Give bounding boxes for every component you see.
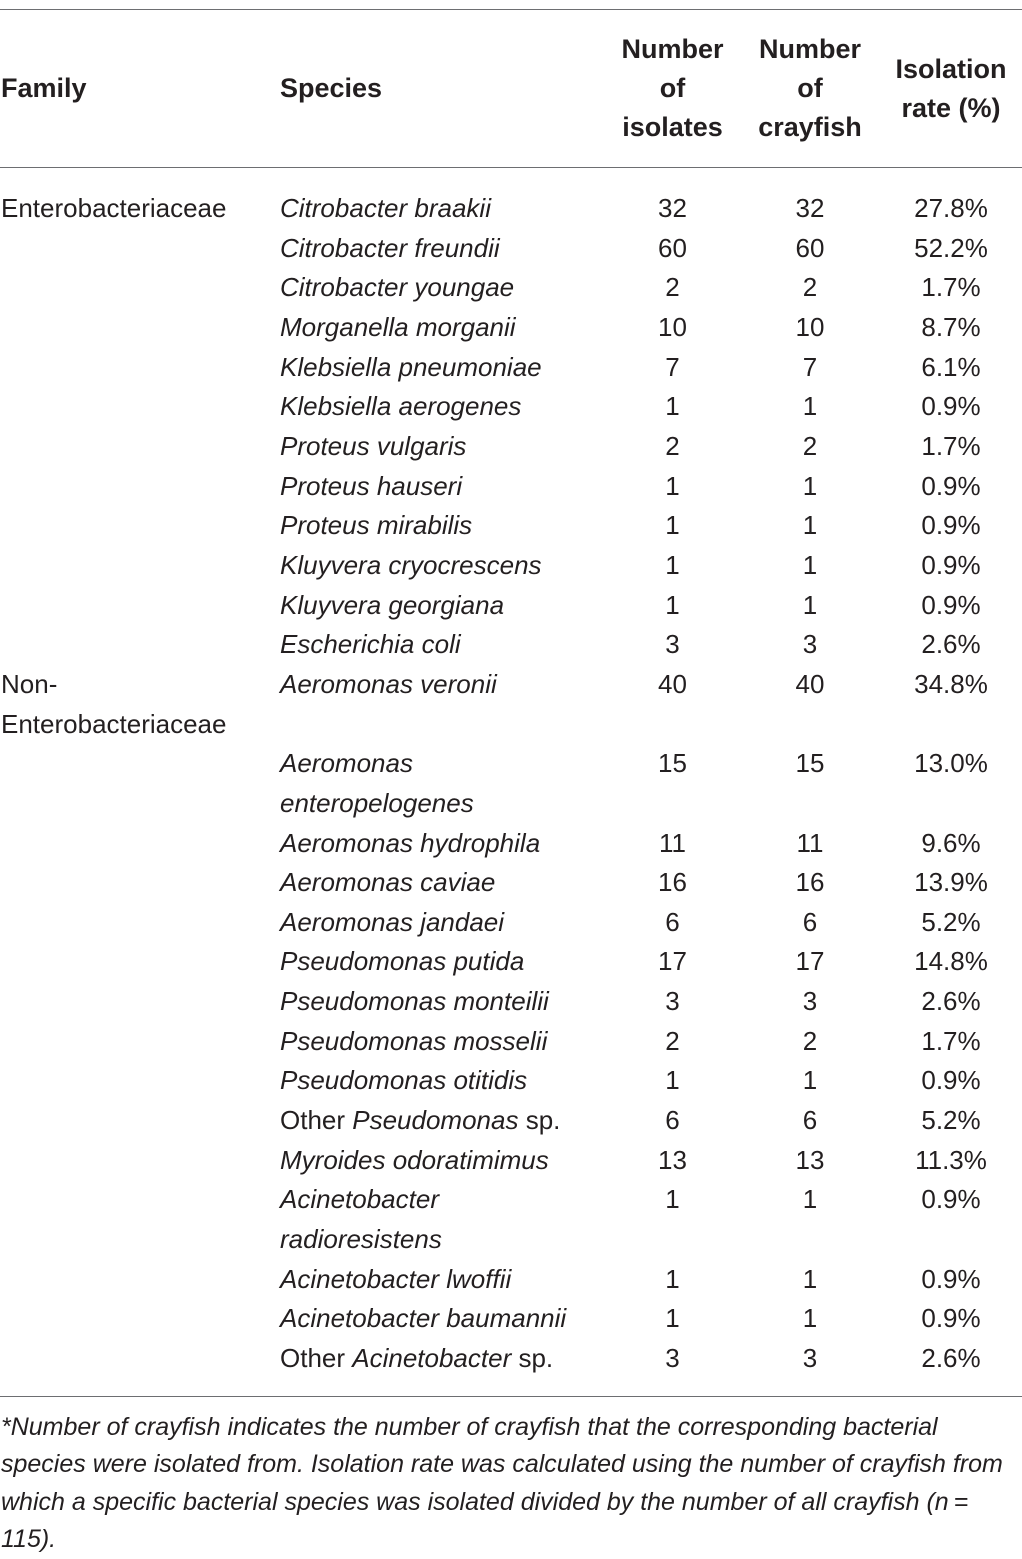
table-row — [0, 942, 1022, 982]
species-name: Citrobacter freundii — [280, 232, 500, 263]
cell-number-of-isolates: 13 — [658, 1144, 687, 1175]
cell-number-of-crayfish: 40 — [795, 668, 825, 699]
cell-isolation-rate: 11.3% — [915, 1144, 987, 1175]
cell-species — [280, 586, 605, 626]
cell-family — [0, 903, 280, 943]
cell-family — [0, 1061, 280, 1101]
cell-isolation-rate: 0.9% — [921, 470, 981, 501]
species-name: Aeromonas enteropelogenes — [280, 748, 474, 818]
cell-number-of-crayfish: 2 — [802, 430, 818, 461]
cell-number-of-crayfish: 13 — [795, 1144, 825, 1175]
species-name: Kluyvera cryocrescens — [280, 549, 542, 580]
table-row — [0, 824, 1022, 864]
cell-number-of-isolates: 2 — [665, 1025, 680, 1056]
cell-number-of-crayfish: 15 — [795, 748, 825, 779]
species-name: Proteus hauseri — [280, 470, 463, 501]
table-row — [0, 268, 1022, 308]
species-name: Pseudomonas monteilii — [280, 986, 549, 1017]
table-row — [0, 665, 1022, 744]
table-header — [0, 10, 1022, 167]
cell-species — [280, 625, 605, 665]
species-suffix: sp. — [511, 1343, 554, 1374]
cell-isolation-rate: 0.9% — [921, 1184, 981, 1215]
species-table — [0, 9, 1022, 1559]
cell-species — [280, 824, 605, 864]
table-footnote: *Number of crayfish indicates the number of crayfish that the corresponding bacterial species were isolated from. Isolation rate was calculated using the number of crayfish from which a specific bacterial species was isolated divided by the number of all crayfish (n = 115). — [1, 1412, 1003, 1554]
species-name: Acinetobacter — [352, 1343, 512, 1374]
cell-family — [0, 467, 280, 507]
cell-number-of-crayfish: 2 — [802, 1025, 818, 1056]
cell-number-of-isolates: 1 — [665, 1184, 680, 1215]
cell-family — [0, 1101, 280, 1141]
cell-number-of-isolates: 6 — [665, 906, 680, 937]
cell-family — [0, 268, 280, 308]
cell-isolation-rate: 6.1% — [921, 351, 981, 382]
cell-number-of-isolates: 3 — [665, 986, 680, 1017]
species-name: Aeromonas jandaei — [280, 906, 505, 937]
table-row — [0, 189, 1022, 229]
cell-isolation-rate: 0.9% — [921, 589, 981, 620]
cell-family — [0, 863, 280, 903]
species-name: Aeromonas hydrophila — [280, 827, 541, 858]
cell-family: Non- Enterobacteriaceae — [1, 668, 227, 739]
table-row — [0, 586, 1022, 626]
table-row — [0, 387, 1022, 427]
header-species: Species — [280, 73, 383, 103]
species-suffix: sp. — [518, 1105, 561, 1136]
cell-family — [0, 1339, 280, 1379]
cell-species — [280, 1061, 605, 1101]
cell-isolation-rate: 1.7% — [921, 430, 981, 461]
species-name: Aeromonas caviae — [280, 867, 496, 898]
cell-number-of-isolates: 2 — [665, 430, 680, 461]
cell-number-of-isolates: 10 — [658, 311, 687, 342]
species-name: Aeromonas veronii — [280, 668, 497, 699]
cell-number-of-crayfish: 60 — [795, 232, 825, 263]
cell-family — [0, 982, 280, 1022]
table-row — [0, 625, 1022, 665]
cell-number-of-isolates: 7 — [665, 351, 680, 382]
table-row — [0, 1339, 1022, 1379]
cell-family — [0, 625, 280, 665]
cell-family: Enterobacteriaceae — [1, 193, 227, 223]
header-family: Family — [1, 73, 87, 103]
cell-number-of-isolates: 1 — [665, 549, 680, 580]
table-row — [0, 506, 1022, 546]
cell-family — [0, 427, 280, 467]
cell-family — [0, 348, 280, 388]
cell-isolation-rate: 5.2% — [921, 906, 981, 937]
table-row — [0, 229, 1022, 269]
cell-number-of-crayfish: 3 — [802, 1343, 818, 1374]
cell-number-of-isolates: 32 — [658, 193, 687, 223]
cell-number-of-crayfish: 1 — [802, 1303, 818, 1334]
cell-family — [0, 229, 280, 269]
table-row — [0, 1141, 1022, 1181]
cell-isolation-rate: 5.2% — [921, 1105, 981, 1136]
cell-species — [280, 546, 605, 586]
header-number-of-crayfish: Number of crayfish — [758, 34, 862, 142]
cell-number-of-crayfish: 6 — [802, 906, 818, 937]
cell-species — [280, 903, 605, 943]
cell-family — [0, 506, 280, 546]
cell-species — [280, 1141, 605, 1181]
cell-isolation-rate: 0.9% — [921, 391, 981, 422]
cell-species — [280, 268, 605, 308]
cell-isolation-rate: 14.8% — [914, 946, 988, 977]
header-number-of-isolates: Number of isolates — [621, 34, 724, 142]
table-row — [0, 427, 1022, 467]
cell-number-of-crayfish: 1 — [802, 549, 818, 580]
cell-species — [280, 189, 605, 229]
cell-isolation-rate: 0.9% — [921, 1065, 981, 1096]
cell-isolation-rate: 34.8% — [914, 668, 988, 699]
cell-family — [0, 824, 280, 864]
cell-family — [0, 586, 280, 626]
cell-number-of-isolates: 3 — [665, 1343, 680, 1374]
table-row — [0, 863, 1022, 903]
cell-number-of-crayfish: 10 — [795, 311, 825, 342]
table-row — [0, 308, 1022, 348]
cell-species — [280, 1339, 605, 1379]
cell-species — [280, 467, 605, 507]
table-row — [0, 1180, 1022, 1259]
species-name: Acinetobacter baumannii — [280, 1303, 567, 1334]
cell-species — [280, 665, 605, 744]
cell-number-of-crayfish: 17 — [795, 946, 825, 977]
cell-family — [0, 546, 280, 586]
cell-species — [280, 1180, 605, 1259]
cell-species — [280, 1260, 605, 1300]
cell-number-of-isolates: 2 — [665, 272, 680, 303]
cell-species — [280, 744, 605, 823]
table-row — [0, 348, 1022, 388]
cell-number-of-crayfish: 1 — [802, 1065, 818, 1096]
cell-number-of-crayfish: 1 — [802, 470, 818, 501]
cell-isolation-rate: 9.6% — [921, 827, 981, 858]
cell-number-of-crayfish: 11 — [796, 827, 824, 858]
species-name: Kluyvera georgiana — [280, 589, 505, 620]
cell-isolation-rate: 52.2% — [914, 232, 988, 263]
cell-number-of-isolates: 60 — [658, 232, 687, 263]
cell-species — [280, 1022, 605, 1062]
cell-number-of-crayfish: 3 — [802, 629, 818, 660]
table-row — [0, 546, 1022, 586]
cell-number-of-crayfish: 3 — [802, 986, 818, 1017]
table-row — [0, 1022, 1022, 1062]
cell-isolation-rate: 1.7% — [921, 1025, 981, 1056]
table-row — [0, 982, 1022, 1022]
cell-species — [280, 427, 605, 467]
species-name: Acinetobacter lwoffii — [280, 1263, 512, 1294]
cell-species — [280, 506, 605, 546]
cell-number-of-isolates: 16 — [658, 867, 687, 898]
table-row — [0, 1260, 1022, 1300]
cell-isolation-rate: 8.7% — [921, 311, 981, 342]
species-name: Proteus mirabilis — [280, 510, 473, 541]
species-name: Proteus vulgaris — [280, 430, 467, 461]
cell-family — [0, 1141, 280, 1181]
cell-species — [280, 942, 605, 982]
cell-number-of-crayfish: 2 — [802, 272, 818, 303]
cell-isolation-rate: 0.9% — [921, 1303, 981, 1334]
cell-species — [280, 1101, 605, 1141]
table-row — [0, 744, 1022, 823]
cell-number-of-crayfish: 1 — [802, 1184, 818, 1215]
species-prefix: Other — [280, 1343, 353, 1374]
cell-family — [0, 308, 280, 348]
table-row — [0, 903, 1022, 943]
cell-species — [280, 863, 605, 903]
species-prefix: Other — [280, 1105, 353, 1136]
cell-number-of-crayfish: 32 — [795, 193, 825, 223]
cell-number-of-isolates: 1 — [665, 391, 680, 422]
species-name: Escherichia coli — [280, 629, 461, 660]
cell-family — [0, 1022, 280, 1062]
cell-number-of-isolates: 1 — [665, 589, 680, 620]
cell-number-of-isolates: 17 — [658, 946, 687, 977]
cell-number-of-crayfish: 6 — [802, 1105, 818, 1136]
species-name: Pseudomonas — [352, 1105, 519, 1136]
cell-family — [0, 942, 280, 982]
cell-isolation-rate: 0.9% — [921, 549, 981, 580]
cell-number-of-isolates: 11 — [659, 827, 686, 858]
species-name: Myroides odoratimimus — [280, 1144, 549, 1175]
cell-isolation-rate: 0.9% — [921, 510, 981, 541]
cell-species — [280, 387, 605, 427]
cell-isolation-rate: 1.7% — [921, 272, 981, 303]
species-name: Klebsiella aerogenes — [280, 391, 522, 422]
cell-isolation-rate: 0.9% — [921, 1263, 981, 1294]
cell-isolation-rate: 13.9% — [914, 867, 988, 898]
cell-number-of-crayfish: 16 — [795, 867, 825, 898]
table-row — [0, 1299, 1022, 1339]
table-row — [0, 467, 1022, 507]
cell-number-of-crayfish: 1 — [802, 391, 818, 422]
species-name: Citrobacter braakii — [280, 193, 491, 223]
species-name: Pseudomonas mosselii — [280, 1025, 548, 1056]
species-name: Pseudomonas putida — [280, 946, 525, 977]
species-name: Citrobacter youngae — [280, 272, 515, 303]
cell-number-of-isolates: 1 — [665, 1263, 680, 1294]
cell-number-of-isolates: 1 — [665, 510, 680, 541]
cell-number-of-isolates: 3 — [665, 629, 680, 660]
header-isolation-rate: Isolation rate (%) — [895, 53, 1007, 123]
cell-species — [280, 982, 605, 1022]
cell-species — [280, 1299, 605, 1339]
table-row — [0, 1101, 1022, 1141]
cell-family — [0, 744, 280, 823]
cell-species — [280, 308, 605, 348]
species-name: Klebsiella pneumoniae — [280, 351, 542, 382]
cell-family — [0, 1260, 280, 1300]
cell-number-of-isolates: 1 — [665, 1065, 680, 1096]
cell-isolation-rate: 2.6% — [921, 629, 981, 660]
cell-family — [0, 1180, 280, 1259]
cell-isolation-rate: 2.6% — [921, 1343, 981, 1374]
cell-number-of-isolates: 6 — [665, 1105, 680, 1136]
species-name: Acinetobacter radioresistens — [280, 1184, 442, 1255]
cell-number-of-isolates: 1 — [665, 1303, 680, 1334]
species-name: Morganella morganii — [280, 311, 516, 342]
table-row — [0, 1061, 1022, 1101]
cell-isolation-rate: 27.8% — [914, 193, 988, 223]
cell-number-of-crayfish: 1 — [802, 589, 818, 620]
cell-species — [280, 348, 605, 388]
cell-isolation-rate: 2.6% — [921, 986, 981, 1017]
cell-number-of-isolates: 15 — [658, 748, 687, 779]
cell-family — [0, 387, 280, 427]
cell-family — [0, 1299, 280, 1339]
cell-number-of-isolates: 1 — [665, 470, 680, 501]
cell-isolation-rate: 13.0% — [914, 748, 988, 779]
species-name: Pseudomonas otitidis — [280, 1065, 528, 1096]
cell-number-of-isolates: 40 — [658, 668, 687, 699]
table-body — [0, 168, 1022, 1396]
cell-number-of-crayfish: 1 — [802, 1263, 818, 1294]
cell-number-of-crayfish: 1 — [802, 510, 818, 541]
cell-number-of-crayfish: 7 — [802, 351, 818, 382]
cell-species — [280, 229, 605, 269]
